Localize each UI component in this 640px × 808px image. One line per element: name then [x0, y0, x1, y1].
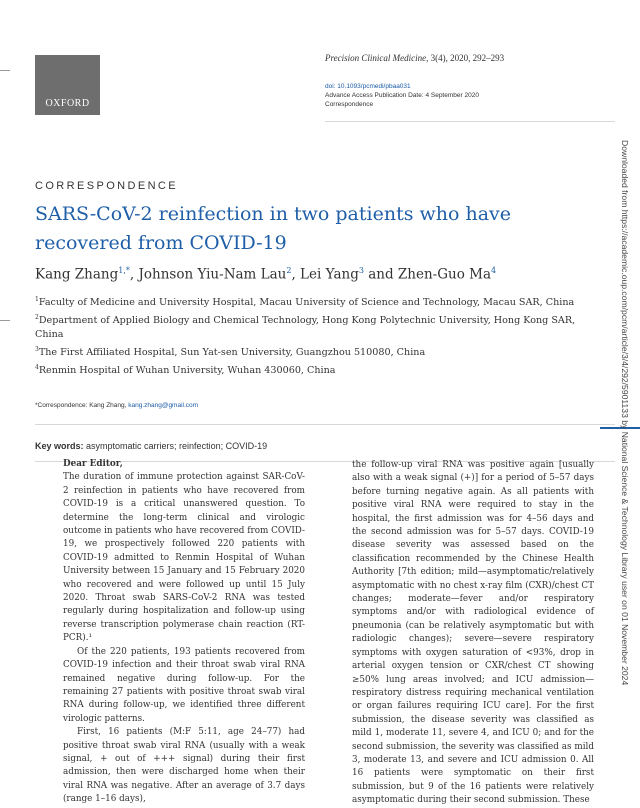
- doi-link[interactable]: doi: 10.1093/pcmedi/pbaa031: [325, 83, 411, 90]
- journal-citation: [325, 53, 504, 63]
- keywords-top-divider: [35, 424, 615, 425]
- correspondence-note: [35, 402, 198, 409]
- paragraph: Of the 220 patients, 193 patients recovered from COVID-19 infection and their throat swab viral RNA remained negative during follow-up. For the remaining 27 patients with positive throat swab viral RNA during follow-up, we identified three different virologic patterns.: [63, 646, 305, 724]
- advance-access-date: Advance Access Publication Date: 4 September 2020: [325, 92, 479, 99]
- affiliation: $^1$Faculty of Medicine and University Hospital, Macau University of Science and Technology, Macau SAR, China: [35, 296, 575, 309]
- oxford-logo: [35, 55, 100, 115]
- edge-mark: [0, 70, 10, 71]
- salutation: Dear Editor,: [63, 459, 123, 469]
- affiliation: $^2$Department of Applied Biology and Chemical Technology, Hong Kong Polytechnic University, Hong Kong SAR, China: [35, 313, 576, 341]
- body-column-right: [352, 459, 594, 808]
- section-label: CORRESPONDENCE: [35, 180, 179, 192]
- author-list: Kang Zhang$^{1,*}$, Johnson Yiu-Nam Lau$^2$, Lei Yang$^3$ and Zhen-Guo Ma$^4$: [35, 266, 497, 283]
- affiliation: $^3$The First Affiliated Hospital, Sun Yat-sen University, Guangzhou 510080, China: [35, 345, 426, 359]
- header-divider: [325, 121, 615, 122]
- author-name[interactable]: Kang Zhang: [35, 266, 119, 283]
- author-affiliation-ref[interactable]: 2: [286, 266, 292, 275]
- correspondence-email[interactable]: kang.zhang@gmail.com: [128, 402, 199, 409]
- paragraph: First, 16 patients (M:F 5:11, age 24–77) had positive throat swab viral RNA (usually with a weak signal, + out of +++ signal) during their first admission, then were discharged home when their viral RNA was negative. After an average of 3.7 days (range 1–16 days),: [63, 727, 305, 805]
- keywords: [35, 441, 267, 451]
- author-name[interactable]: Johnson Yiu-Nam Lau: [138, 266, 287, 283]
- keywords-label: Key words:: [35, 441, 84, 451]
- journal-name: Precision Clinical Medicine: [325, 53, 427, 63]
- affiliations: [35, 293, 603, 378]
- correspondence-name: Kang Zhang,: [89, 402, 129, 409]
- download-notice-text: Downloaded from https://academic.oup.com/pcm/article/3/4/292/5901133 by National Science & Technology Library user on 01 November 2024: [620, 140, 630, 686]
- author-affiliation-ref[interactable]: 3: [358, 266, 364, 275]
- publisher-name: OXFORD: [45, 98, 90, 109]
- author-affiliation-ref[interactable]: 4: [491, 266, 497, 275]
- paragraph: The duration of immune protection against SAR-CoV-2 reinfection in patients who have recovered from COVID-19 is a critical unanswered question. To determine the long-term clinical and virologic outcome in patients who have recovered from COVID-19, we prospectively followed 220 patients with COVID-19 admitted to Renmin Hospital of Wuhan University between 15 January and 15 February 2020 who recovered and were followed up until 15 July 2020. Throat swab SARS-CoV-2 RNA was tested regularly during hospitalization and follow-up using reverse transcription polymerase chain reaction (RT-PCR).¹: [63, 472, 305, 644]
- author-affiliation-ref[interactable]: 1,*: [118, 266, 130, 275]
- article-title: SARS-CoV-2 reinfection in two patients who have recovered from COVID-19: [35, 203, 512, 254]
- author-name[interactable]: Zhen-Guo Ma: [397, 266, 492, 283]
- download-notice: [618, 140, 632, 770]
- article-type: Correspondence: [325, 101, 374, 108]
- edge-mark: [0, 320, 10, 321]
- affiliation: $^4$Renmin Hospital of Wuhan University, Wuhan 430060, China: [35, 363, 336, 376]
- correspondence-label: *Correspondence:: [35, 402, 90, 409]
- paragraph: the follow-up viral RNA was positive again [usually also with a weak signal (+)] for a period of 5–57 days before turning negative again. As all patients with positive viral RNA were required to stay in the hospital, the first admission was for 4–56 days and the second admission was for 5–57 days. COVID-19 disease severity was assessed based on the classification recommended by the Chinese Health Authority [7th edition; mild—asymptomatic/relatively asymptomatic with no chest x-ray film (CXR)/chest CT changes; moderate—fever and/or respiratory symptoms and/or with radiological evidence of pneumonia (can be relatively asymptomatic but with radiologic changes); severe—severe respiratory symptoms with oxygen saturation of <93%, drop in arterial oxygen tension or CXR/chest CT showing ≥50% lung areas involved; and ICU admission—respiratory distress requiring mechanical ventilation or organ failures requiring ICU care]. For the first submission, the disease severity was classified as mild 1, moderate 11, severe 4, and ICU 0; and for the second submission, the severity was classified as mild 3, moderate 13, and severe and ICU admission 0. All 16 patients were symptomatic on their first submission, but 9 of the 16 patients were relatively asymptomatic during their second submission. These: [352, 460, 594, 806]
- author-name[interactable]: Lei Yang: [300, 266, 359, 283]
- keywords-text: asymptomatic carriers; reinfection; COVID-19: [86, 441, 268, 451]
- body-column-left: [63, 458, 305, 807]
- journal-volume: , 3(4), 2020, 292–293: [426, 53, 505, 63]
